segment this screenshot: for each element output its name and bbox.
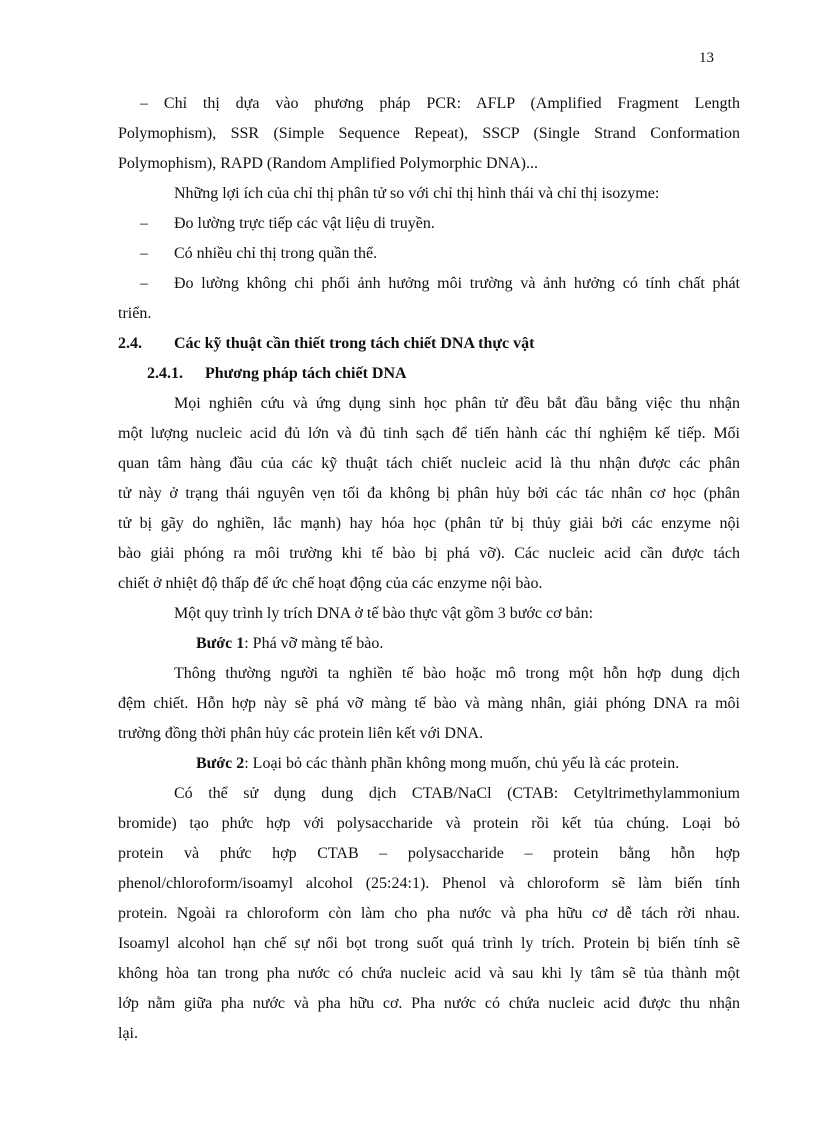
para2-line: Thông thường người ta nghiền tế bào hoặc mô trong một hỗn hợp dung dịch [174,665,740,682]
process-intro: Một quy trình ly trích DNA ở tế bào thực vật gồm 3 bước cơ bản: [174,605,594,622]
para3-line: lớp nằm giữa pha nước và pha hữu cơ. Pha nước có chứa nucleic acid được thu nhận [118,995,740,1012]
step-label: Bước 2 [196,755,245,772]
para3-line: Isoamyl alcohol hạn chế sự nổi bọt trong suốt quá trình ly trích. Protein bị biến tính sẽ [118,935,740,952]
para3-line: bromide) tạo phức hợp với polysaccharide và protein rồi kết tủa chúng. Loại bỏ [118,815,740,832]
benefits-intro: Những lợi ích của chỉ thị phân tử so với chỉ thị hình thái và chỉ thị isozyme: [174,185,660,202]
section-heading-2-4-1 [118,359,740,389]
para1-line: quan tâm hàng đầu của các kỹ thuật tách chiết nucleic acid là thu nhận được các phân [118,455,740,472]
para3-line: protein. Ngoài ra chloroform còn làm cho pha nước và pha hữu cơ dễ tách rời nhau. [118,905,740,922]
para1-line: một lượng nucleic acid đủ lớn và đủ tinh sạch để tiến hành các thí nghiệm kế tiếp. Mối [118,425,740,442]
step-label: Bước 1 [196,635,245,652]
page-number: 13 [699,50,714,66]
para1-line: Mọi nghiên cứu và ứng dụng sinh học phân tử đều bắt đầu bằng việc thu nhận [174,395,740,412]
section-number: 2.4.1. [147,365,183,382]
para3-line: Có thể sử dụng dung dịch CTAB/NaCl (CTAB: Cetyltrimethylammonium [174,785,740,802]
section-title: Phương pháp tách chiết DNA [205,365,407,382]
para3-line: lại. [118,1025,138,1042]
para2-line: đệm chiết. Hỗn hợp này sẽ phá vỡ màng tế bào và màng nhân, giải phóng DNA ra môi [118,695,740,712]
para3-line: protein và phức hợp CTAB – polysaccharide – protein bằng hỗn hợp [118,845,740,862]
step-text: : Phá vỡ màng tế bào. [244,635,384,652]
text-line: triển. [118,305,152,322]
step-2 [118,749,740,779]
bullet-text: Đo lường không chi phối ảnh hưởng môi trường và ảnh hưởng có tính chất phát [174,275,740,292]
bullet-text: Có nhiều chỉ thị trong quần thể. [174,245,378,262]
para3-line: không hòa tan trong pha nước có chứa nucleic acid và sau khi ly tâm sẽ tủa thành một [118,965,740,982]
step-text: : Loại bỏ các thành phần không mong muốn, chủ yếu là các protein. [244,755,680,772]
bullet-text: Đo lường trực tiếp các vật liệu di truyền. [174,215,435,232]
page-content [118,89,740,1049]
text-line [118,89,740,119]
para1-line: bào giải phóng ra môi trường khi tế bào bị phá vỡ). Các nucleic acid cần được tách [118,545,740,562]
para2-line: trường đồng thời phân hủy các protein liên kết với DNA. [118,725,484,742]
bullet-item [118,239,740,269]
section-title: Các kỹ thuật cần thiết trong tách chiết DNA thực vật [174,335,535,352]
para3-line: phenol/chloroform/isoamyl alcohol (25:24:1). Phenol và chloroform sẽ làm biến tính [118,875,740,892]
section-heading-2-4 [118,329,740,359]
step-1 [118,629,740,659]
text-line: Polymophism), RAPD (Random Amplified Polymorphic DNA)... [118,155,538,172]
dash-bullet: – [140,275,148,292]
bullet-item [118,209,740,239]
text-line: Polymophism), SSR (Simple Sequence Repeat), SSCP (Single Strand Conformation [118,125,740,142]
para1-line: chiết ở nhiệt độ thấp để ức chế hoạt động của các enzyme nội bào. [118,575,543,592]
para1-line: tử bị gãy do nghiền, lắc mạnh) hay hóa học (phân tử bị thủy giải bởi các enzyme nội [118,515,740,532]
section-number: 2.4. [118,335,142,352]
dash-bullet: – [140,215,148,232]
para1-line: tử này ở trạng thái nguyên vẹn tối đa không bị phân hủy bởi các tác nhân cơ học (phân [118,485,740,502]
dash-bullet: – [140,245,148,262]
pcr-line-1: – Chỉ thị dựa vào phương pháp PCR: AFLP (Amplified Fragment Length [140,95,740,112]
bullet-item [118,269,740,299]
